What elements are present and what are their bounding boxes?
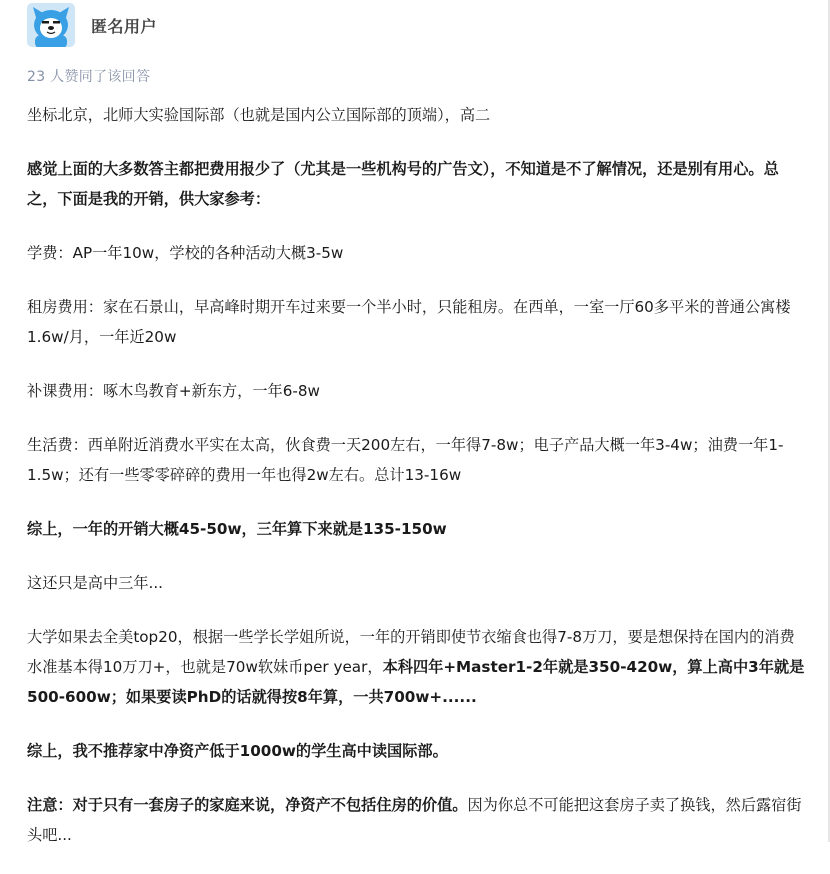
text-segment: 因为你总不可能把这套房子卖了换钱，然后露宿街头吧... <box>27 796 802 844</box>
answer-paragraph <box>27 430 807 490</box>
upvote-count-text: 23 人赞同了该回答 <box>27 69 151 85</box>
text-segment: 大学如果去全美top20，根据一些学长学姐所说，一年的开销即使节衣缩食也得7-8万刀，要是想保持在国内的消费水准基本得10万刀+，也就是70w软妹币per year， <box>27 628 795 676</box>
answer-paragraph <box>27 622 807 712</box>
answer-paragraph <box>27 238 807 268</box>
answer-paragraph <box>27 514 807 544</box>
answer-content <box>27 100 807 874</box>
answer-paragraph <box>27 790 807 850</box>
text-segment: 补课费用：啄木鸟教育+新东方，一年6-8w <box>27 382 320 400</box>
bold-text-segment: 本科四年+Master1-2年就是350-420w，算上高中3年就是500-600w；如果要读PhD的话就得按8年算，一共700w+...... <box>27 658 805 706</box>
text-segment: 生活费：西单附近消费水平实在太高，伙食费一天200左右，一年得7-8w；电子产品大概一年3-4w；油费一年1-1.5w；还有一些零零碎碎的费用一年也得2w左右。总计13-16w <box>27 436 784 484</box>
author-name[interactable]: 匿名用户 <box>91 16 158 36</box>
answer-paragraph <box>27 568 807 598</box>
answer-paragraph <box>27 736 807 766</box>
text-segment: 租房费用：家在石景山，早高峰时期开车过来要一个半小时，只能租房。在西单，一室一厅60多平米的普通公寓楼1.6w/月，一年近20w <box>27 298 791 346</box>
answer-paragraph <box>27 292 807 352</box>
answer-paragraph <box>27 100 807 130</box>
answer-paragraph <box>27 154 807 214</box>
bold-text-segment: 综上，一年的开销大概45-50w，三年算下来就是135-150w <box>27 520 447 538</box>
bold-text-segment: 感觉上面的大多数答主都把费用报少了（尤其是一些机构号的广告文），不知道是不了解情况，还是别有用心。总之，下面是我的开销，供大家参考： <box>27 160 779 208</box>
anonymous-user-avatar-icon[interactable] <box>27 3 75 47</box>
text-segment: 这还只是高中三年... <box>27 574 163 592</box>
answer-author-header <box>27 3 157 47</box>
bold-text-segment: 综上，我不推荐家中净资产低于1000w的学生高中读国际部。 <box>27 742 448 760</box>
text-segment: 坐标北京，北师大实验国际部（也就是国内公立国际部的顶端），高二 <box>27 106 491 124</box>
bold-text-segment: 注意：对于只有一套房子的家庭来说，净资产不包括住房的价值。 <box>27 796 468 814</box>
text-segment: 学费：AP一年10w，学校的各种活动大概3-5w <box>27 244 344 262</box>
answer-paragraph <box>27 376 807 406</box>
